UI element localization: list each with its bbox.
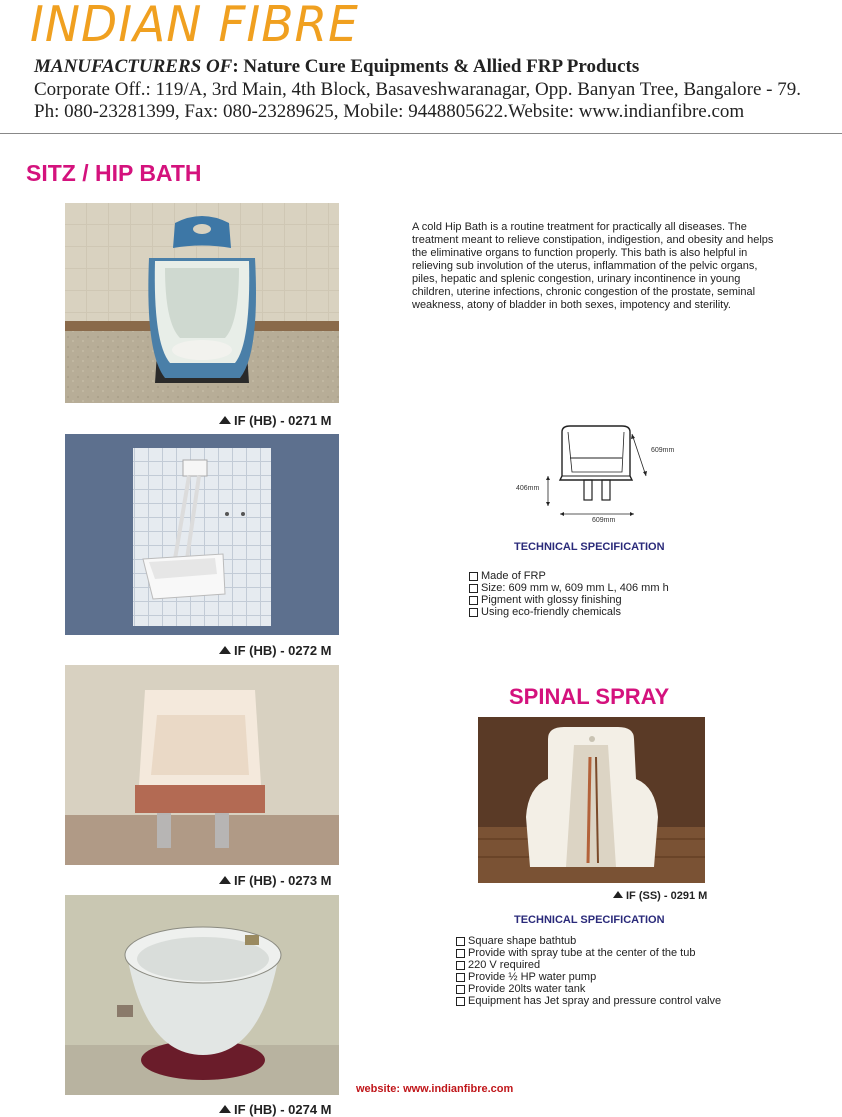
manufacturers-label: MANUFACTURERS OF bbox=[34, 56, 233, 77]
brand-logo: INDIAN FIBRE bbox=[30, 0, 359, 54]
manufacturers-value: : Nature Cure Equipments & Allied FRP Products bbox=[232, 56, 640, 77]
footer-website[interactable]: website: www.indianfibre.com bbox=[356, 1083, 514, 1095]
product-photo-0291 bbox=[478, 717, 705, 883]
dim-width-label: 609mm bbox=[651, 447, 675, 454]
address-line: Corporate Off.: 119/A, 3rd Main, 4th Block, Basaveshwaranagar, Opp. Banyan Tree, Bangalore - 79. bbox=[34, 79, 801, 100]
caption-0272: IF (HB) - 0272 M bbox=[219, 643, 332, 658]
spec-item: 220 V required bbox=[456, 959, 726, 971]
spec-item: Provide with spray tube at the center of the tub bbox=[456, 947, 726, 959]
spec-item: Provide 20lts water tank bbox=[456, 983, 726, 995]
caption-0273: IF (HB) - 0273 M bbox=[219, 873, 332, 888]
spec-item: Made of FRP bbox=[469, 570, 769, 582]
hip-bath-wall-image bbox=[65, 434, 339, 635]
triangle-icon bbox=[219, 876, 231, 884]
spinal-spray-title: SPINAL SPRAY bbox=[509, 684, 670, 709]
sitz-bath-title: SITZ / HIP BATH bbox=[26, 160, 202, 186]
contact-line: Ph: 080-23281399, Fax: 080-23289625, Mobile: 9448805622.Website: www.indianfibre.com bbox=[34, 101, 745, 122]
spec-item: Square shape bathtub bbox=[456, 935, 726, 947]
caption-0274: IF (HB) - 0274 M bbox=[219, 1102, 332, 1117]
header-divider bbox=[0, 133, 842, 134]
hip-bath-blue-image bbox=[65, 203, 339, 403]
product-photo-0273 bbox=[65, 665, 339, 865]
dim-length-label: 609mm bbox=[592, 517, 616, 524]
caption-0271: IF (HB) - 0271 M bbox=[219, 413, 332, 428]
triangle-icon bbox=[219, 1105, 231, 1113]
hip-bath-square-image bbox=[65, 665, 339, 865]
product-photo-0272 bbox=[65, 434, 339, 635]
manufacturers-line bbox=[34, 56, 639, 78]
dimension-diagram bbox=[510, 418, 680, 528]
triangle-icon bbox=[613, 891, 623, 898]
spinal-spec-list bbox=[456, 935, 726, 1007]
dim-height-label: 406mm bbox=[516, 485, 540, 492]
triangle-icon bbox=[219, 646, 231, 654]
spec-item: Provide ½ HP water pump bbox=[456, 971, 726, 983]
spinal-spec-heading: TECHNICAL SPECIFICATION bbox=[514, 914, 665, 926]
sitz-spec-heading: TECHNICAL SPECIFICATION bbox=[514, 541, 665, 553]
spec-item: Pigment with glossy finishing bbox=[469, 594, 769, 606]
product-photo-0274 bbox=[65, 895, 339, 1095]
spec-item: Equipment has Jet spray and pressure control valve bbox=[456, 995, 726, 1007]
spec-item: Using eco-friendly chemicals bbox=[469, 606, 769, 618]
spec-item: Size: 609 mm w, 609 mm L, 406 mm h bbox=[469, 582, 769, 594]
product-photo-0271 bbox=[65, 203, 339, 403]
sitz-bath-description: A cold Hip Bath is a routine treatment for practically all diseases. The treatment meant to relieve constipation, indigestion, and obesity and helps the eliminative organs to function properly. This bath is also helpful in relieving sub involution of the uterus, inflammation of the pelvic organs, piles, hepatic and splenic congestion, urinary incontinence in young children, uterine infections, chronic congestion of the prostate, seminal weakness, atony of bladder in both sexes, impotency and sterility. bbox=[412, 221, 774, 311]
caption-0291: IF (SS) - 0291 M bbox=[613, 890, 707, 902]
triangle-icon bbox=[219, 416, 231, 424]
sitz-spec-list bbox=[469, 570, 769, 618]
hip-bath-round-image bbox=[65, 895, 339, 1095]
spinal-spray-image bbox=[478, 717, 705, 883]
